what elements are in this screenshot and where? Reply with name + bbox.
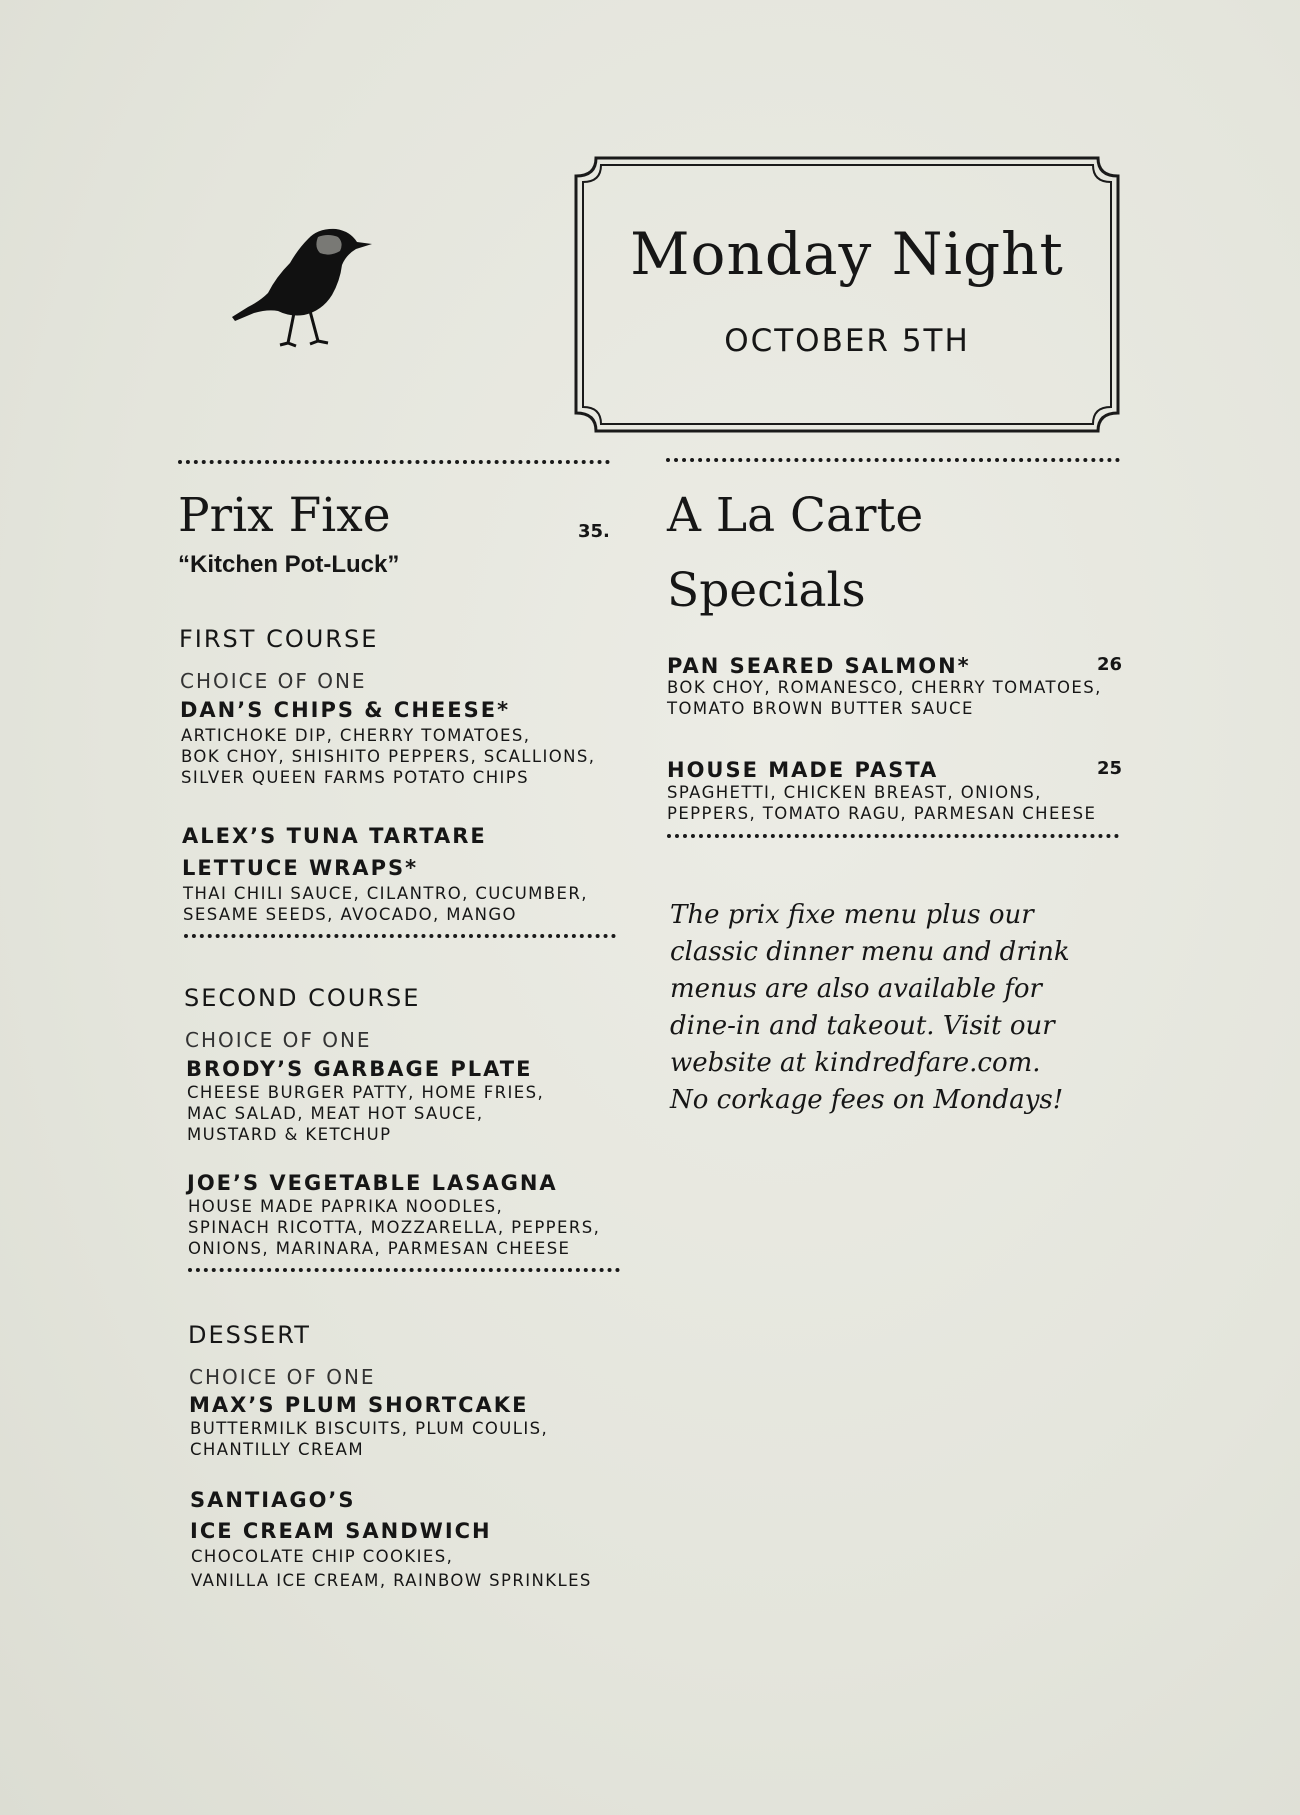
course-heading: FIRST COURSE [179, 625, 379, 653]
menu-item-name: DAN’S CHIPS & CHEESE* [180, 698, 511, 722]
course-choice: CHOICE OF ONE [185, 1028, 372, 1052]
a-la-carte-title: A La Carte [667, 488, 924, 543]
divider [188, 1268, 620, 1272]
divider [667, 834, 1119, 838]
menu-item-description: ARTICHOKE DIP, CHERRY TOMATOES, BOK CHOY, SHISHITO PEPPERS, SCALLIONS, SILVER QUEEN FARMS POTATO CHIPS [181, 726, 596, 787]
divider [178, 460, 610, 464]
menu-item-name: HOUSE MADE PASTA [667, 758, 939, 782]
menu-item-description: BUTTERMILK BISCUITS, PLUM COULIS, CHANTILLY CREAM [190, 1419, 549, 1459]
menu-item-name: ICE CREAM SANDWICH [190, 1519, 492, 1543]
menu-item-name: SANTIAGO’S [190, 1488, 356, 1512]
menu-title: Monday Night [630, 220, 1064, 288]
menu-item-description: HOUSE MADE PAPRIKA NOODLES, SPINACH RICOTTA, MOZZARELLA, PEPPERS, ONIONS, MARINARA, PARMESAN CHEESE [188, 1197, 601, 1258]
menu-item-name: LETTUCE WRAPS* [182, 856, 419, 880]
menu-item-description: CHOCOLATE CHIP COOKIES, VANILLA ICE CREAM, RAINBOW SPRINKLES [191, 1547, 592, 1590]
info-note: The prix fixe menu plus our classic dinner menu and drink menus are also available for dine-in and takeout. Visit our website at kindredfare.com. No corkage fees on Mondays! [670, 900, 1070, 1115]
title-box [574, 156, 1120, 433]
prix-fixe-title: Prix Fixe [178, 488, 391, 543]
course-choice: CHOICE OF ONE [180, 669, 367, 693]
course-choice: CHOICE OF ONE [189, 1365, 376, 1389]
divider [184, 934, 616, 938]
menu-item-description: THAI CHILI SAUCE, CILANTRO, CUCUMBER, SESAME SEEDS, AVOCADO, MANGO [183, 884, 588, 924]
menu-item-description: BOK CHOY, ROMANESCO, CHERRY TOMATOES, TOMATO BROWN BUTTER SAUCE [667, 678, 1102, 718]
menu-item-name: BRODY’S GARBAGE PLATE [186, 1057, 533, 1081]
menu-item-name: MAX’S PLUM SHORTCAKE [189, 1393, 529, 1417]
menu-date: OCTOBER 5TH [724, 323, 970, 359]
a-la-carte-title: Specials [667, 563, 866, 618]
menu-item-price: 25 [1097, 758, 1123, 779]
bird-logo-icon [232, 225, 378, 355]
menu-item-price: 26 [1097, 654, 1123, 675]
prix-fixe-price: 35. [578, 521, 610, 542]
menu-item-description: CHEESE BURGER PATTY, HOME FRIES, MAC SALAD, MEAT HOT SAUCE, MUSTARD & KETCHUP [187, 1083, 545, 1144]
course-heading: DESSERT [188, 1321, 311, 1349]
menu-item-name: JOE’S VEGETABLE LASAGNA [187, 1171, 558, 1195]
menu-item-name: ALEX’S TUNA TARTARE [182, 824, 487, 848]
ornate-frame [574, 156, 1120, 433]
menu-item-name: PAN SEARED SALMON* [667, 654, 971, 678]
course-heading: SECOND COURSE [184, 984, 421, 1012]
menu-item-description: SPAGHETTI, CHICKEN BREAST, ONIONS, PEPPERS, TOMATO RAGU, PARMESAN CHEESE [667, 783, 1097, 823]
prix-fixe-subtitle: “Kitchen Pot-Luck” [178, 551, 400, 578]
divider [666, 458, 1120, 462]
